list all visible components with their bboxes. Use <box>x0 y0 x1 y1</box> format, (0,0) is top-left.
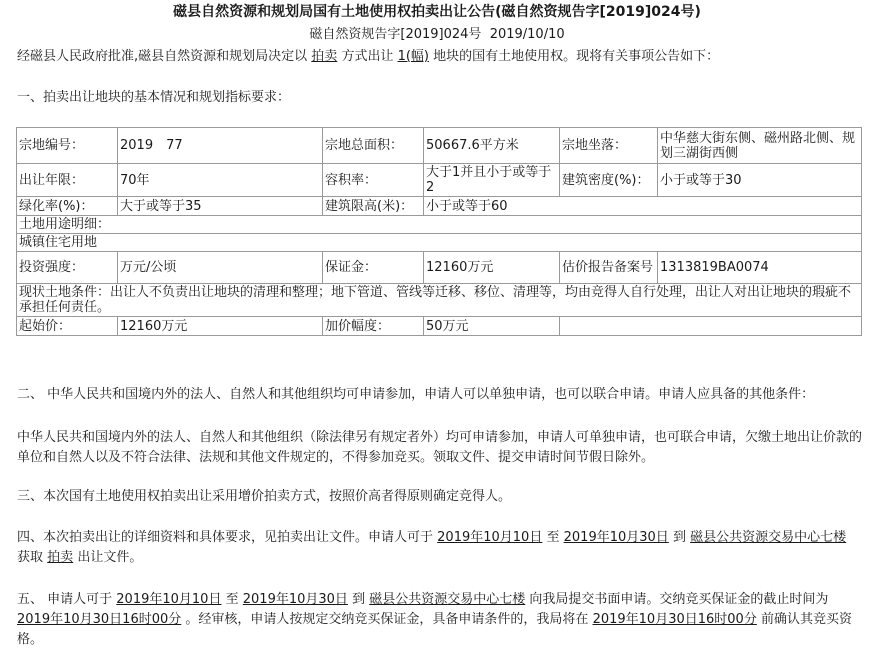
s5-text-4: 向我局提交书面申请。交纳竞买保证金的截止时间为 <box>529 592 829 607</box>
intro-text-3: 地块的国有土地使用权。现将有关事项公告如下： <box>433 49 720 64</box>
value-building-density: 小于或等于30 <box>658 164 862 197</box>
table-row <box>17 216 862 234</box>
s4-method: 拍卖 <box>47 550 74 565</box>
s4-place-link[interactable]: 磁县公共资源交易中心七楼 <box>690 530 847 545</box>
label-investment: 投资强度： <box>17 252 118 284</box>
table-row <box>17 252 862 284</box>
label-land-use-detail: 土地用途明细： <box>17 216 862 234</box>
value-parcel-no: 2019 77 <box>118 128 323 164</box>
parcel-info-table <box>16 127 862 336</box>
value-term: 70年 <box>118 164 323 197</box>
intro-text-2: 方式出让 <box>341 49 394 64</box>
s4-start-date: 2019年10月10日 <box>437 530 543 545</box>
value-appraisal-no: 1313819BA0074 <box>658 252 862 284</box>
label-height-limit: 建筑限高(米)： <box>323 197 424 216</box>
value-plot-ratio: 大于1并且小于或等于2 <box>424 164 560 197</box>
label-location: 宗地坐落： <box>560 128 658 164</box>
label-term: 出让年限： <box>17 164 118 197</box>
page-title: 磁县自然资源和规划局国有土地使用权拍卖出让公告(磁自然资规告字[2019]024号) <box>173 4 701 20</box>
table-row <box>17 128 862 164</box>
section1-title: 一、拍卖出让地块的基本情况和规划指标要求： <box>17 90 291 105</box>
intro-text-1: 经磁县人民政府批准,磁县自然资源和规划局决定以 <box>17 49 308 64</box>
section4-paragraph <box>17 528 862 568</box>
label-start-price: 起始价： <box>17 317 118 336</box>
intro-paragraph <box>17 47 862 67</box>
table-row <box>17 317 862 336</box>
s5-text-6: 前确认其竞买资格。 <box>17 612 852 647</box>
s5-deposit-deadline: 2019年10月30日16时00分 <box>17 612 182 627</box>
label-bid-increment: 加价幅度： <box>323 317 424 336</box>
s5-confirm-time: 2019年10月30日16时00分 <box>592 612 757 627</box>
value-start-price: 12160万元 <box>118 317 323 336</box>
label-deposit: 保证金： <box>323 252 424 284</box>
value-height-limit: 小于或等于60 <box>424 197 862 216</box>
table-row <box>17 164 862 197</box>
table-row <box>17 197 862 216</box>
s4-text-4: 获取 <box>17 550 44 565</box>
value-total-area: 50667.6平方米 <box>424 128 560 164</box>
value-investment: 万元/公顷 <box>118 252 323 284</box>
label-parcel-no: 宗地编号： <box>17 128 118 164</box>
value-green-rate: 大于或等于35 <box>118 197 323 216</box>
section5-paragraph <box>17 590 862 650</box>
s4-text-5: 出让文件。 <box>77 550 143 565</box>
section3-paragraph: 三、本次国有土地使用权拍卖出让采用增价拍卖方式，按照价高者得原则确定竞得人。 <box>17 489 512 504</box>
s5-text-1: 五、 申请人可于 <box>17 592 113 607</box>
label-total-area: 宗地总面积： <box>323 128 424 164</box>
s5-end-date: 2019年10月30日 <box>242 592 348 607</box>
value-bid-increment: 50万元 <box>424 317 560 336</box>
s4-end-date: 2019年10月30日 <box>563 530 669 545</box>
s5-place-link[interactable]: 磁县公共资源交易中心七楼 <box>369 592 526 607</box>
doc-meta <box>0 27 874 43</box>
doc-date: 2019/10/10 <box>489 27 565 42</box>
doc-number: 磁自然资规告字[2019]024号 <box>309 27 482 42</box>
section2-paragraph-1: 二、 中华人民共和国境内外的法人、自然人和其他组织均可申请参加，申请人可以单独申请，也可以联合申请。申请人应具备的其他条件： <box>17 387 815 402</box>
label-building-density: 建筑密度(%)： <box>560 164 658 197</box>
intro-method: 拍卖 <box>311 49 338 64</box>
s4-text-1: 四、本次拍卖出让的详细资料和具体要求，见拍卖出让文件。申请人可于 <box>17 530 434 545</box>
s4-text-2: 至 <box>546 530 560 545</box>
s5-start-date: 2019年10月10日 <box>116 592 222 607</box>
intro-count: 1(幅) <box>397 49 430 64</box>
s5-text-2: 至 <box>225 592 239 607</box>
s5-text-3: 到 <box>352 592 366 607</box>
table-row <box>17 284 862 317</box>
label-plot-ratio: 容积率： <box>323 164 424 197</box>
section2-paragraph-2: 中华人民共和国境内外的法人、自然人和其他组织（除法律另有规定者外）均可申请参加，申请人可单独申请，也可联合申请，欠缴土地出让价款的单位和自然人以及不符合法律、法规和其他文件规定的，不得参加竞买。领取文件、提交申请时间节假日除外。 <box>17 430 863 465</box>
label-appraisal-no: 估价报告备案号 <box>560 252 658 284</box>
label-green-rate: 绿化率(%)： <box>17 197 118 216</box>
empty-cell <box>560 317 862 336</box>
s5-text-5: 。经审核，申请人按规定交纳竞买保证金，具备申请条件的，我局将在 <box>185 612 589 627</box>
s4-text-3: 到 <box>672 530 686 545</box>
value-deposit: 12160万元 <box>424 252 560 284</box>
value-location: 中华慈大街东侧、磁州路北侧、规划三湖街西侧 <box>658 128 862 164</box>
value-site-condition: 现状土地条件：出让人不负责出让地块的清理和整理；地下管道、管线等迁移、移位、清理等，均由竞得人自行处理，出让人对出让地块的瑕疵不承担任何责任。 <box>17 284 862 317</box>
value-land-use: 城镇住宅用地 <box>17 234 862 252</box>
table-row <box>17 234 862 252</box>
